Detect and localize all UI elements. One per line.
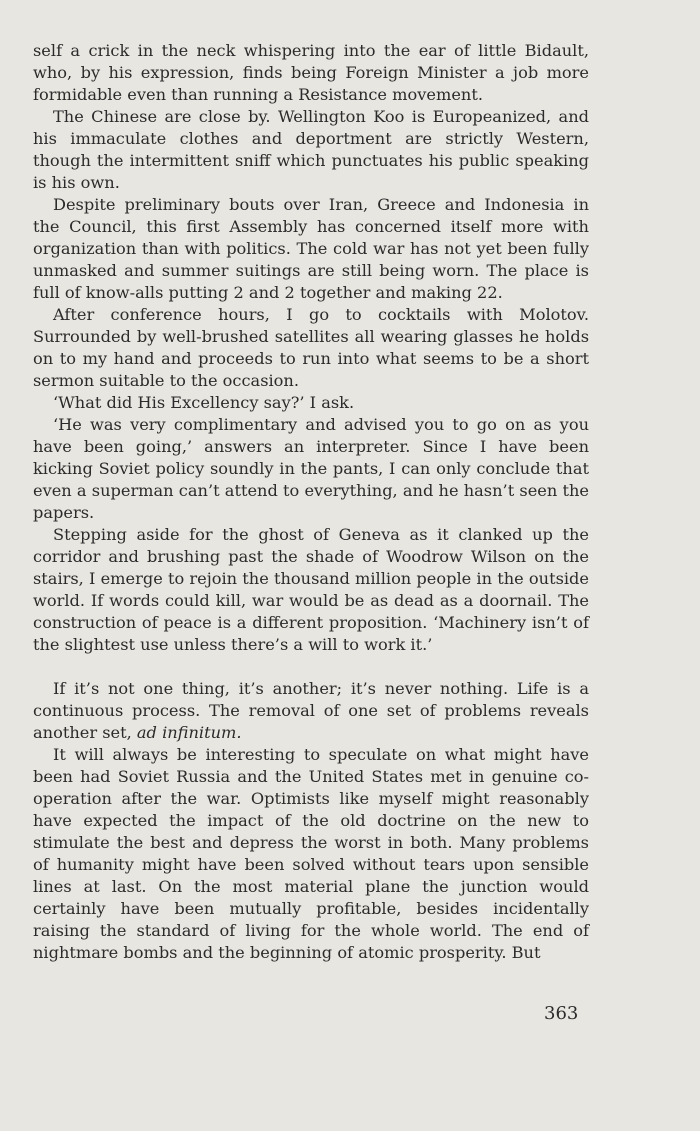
paragraph: The Chinese are close by. Wellington Koo is Europeanized, and his immaculate clothes and deportment are strictly Western, though the intermittent sniff which punctuates his public speaking is his own. [33,107,589,192]
paragraph: self a crick in the neck whispering into the ear of little Bidault, who, by his expression, finds being Foreign Minister a job more formidable even than running a Resistance movement. [33,41,589,104]
section-break [33,656,589,678]
paragraph: Despite preliminary bouts over Iran, Greece and Indonesia in the Council, this first Assembly has concerned itself more with organization than with politics. The cold war has not yet been fully unmasked and summer suitings are still being worn. The place is full of know-alls putting 2 and 2 together and making 22. [33,195,589,302]
page-number: 363 [544,1003,579,1024]
paragraph: ‘He was very complimentary and advised you to go on as you have been going,’ answers an interpreter. Since I have been kicking Soviet policy soundly in the pants, I can only conclude that even a superman can’t attend to everything, and he hasn’t seen the papers. [33,415,589,522]
paragraph: It will always be interesting to speculate on what might have been had Soviet Russia and the United States met in genuine co-operation after the war. Optimists like myself might reasonably have expected the impact of the old doctrine on the new to stimulate the best and depress the worst in both. Many problems of humanity might have been solved without tears upon sensible lines at last. On the most material plane the junction would certainly have been mutually profitable, besides incidentally raising the standard of living for the whole world. The end of nightmare bombs and the beginning of atomic prosperity. But [33,745,589,962]
paragraph: Stepping aside for the ghost of Geneva as it clanked up the corridor and brushing past the shade of Woodrow Wilson on the stairs, I emerge to rejoin the thousand million people in the outside world. If words could kill, war would be as dead as a doornail. The construction of peace is a different proposition. ‘Machinery isn’t of the slightest use unless there’s a will to work it.’ [33,525,589,654]
paragraph: ‘What did His Excellency say?’ I ask. [53,393,355,412]
paragraph [33,678,589,744]
paragraph-text: If it’s not one thing, it’s another; it’s never nothing. Life is a continuous process. The removal of one set of problems reveals another set, [33,679,589,742]
body-text [33,40,589,964]
italic-phrase: ad infinitum. [136,723,242,742]
paragraph: After conference hours, I go to cocktails with Molotov. Surrounded by well-brushed satellites all wearing glasses he holds on to my hand and proceeds to run into what seems to be a short sermon suitable to the occasion. [33,305,589,390]
